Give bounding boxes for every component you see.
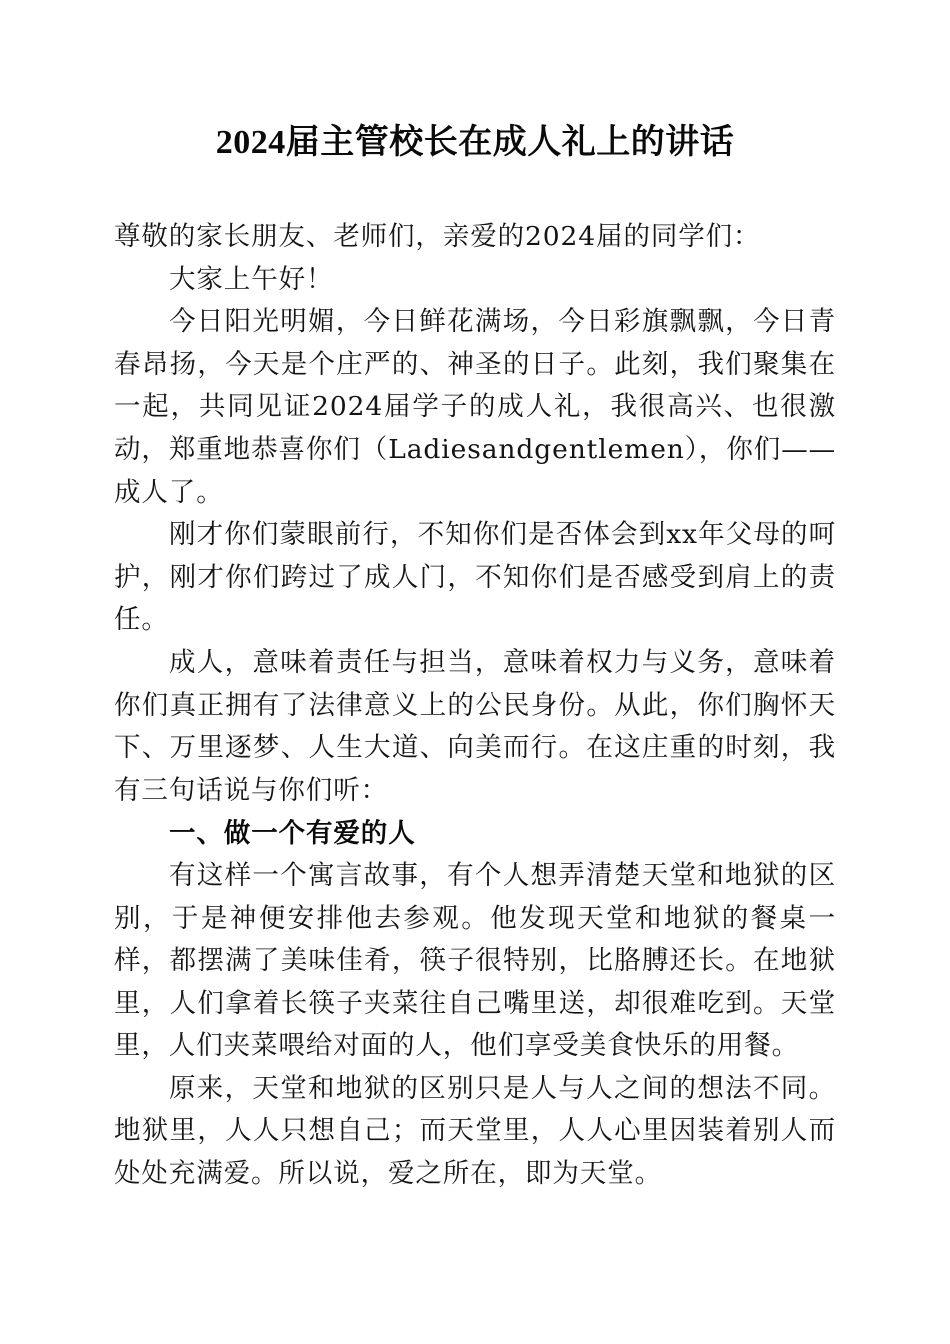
page-title: 2024届主管校长在成人礼上的讲话 [215, 124, 735, 161]
document-body [114, 118, 836, 1196]
opening-paragraph: 今日阳光明媚，今日鲜花满场，今日彩旗飘飘，今日青春昂扬，今天是个庄严的、神圣的日子。此刻，我们聚集在一起，共同见证2024届学子的成人礼，我很高兴、也很激动，郑重地恭喜你们（Ladiesandgentlemen），你们——成人了。 [114, 306, 836, 508]
reflection-paragraph: 刚才你们蒙眼前行，不知你们是否体会到xx年父母的呵护，刚才你们跨过了成人门，不知你们是否感受到肩上的责任。 [114, 519, 836, 636]
section-heading-one: 一、做一个有爱的人 [169, 818, 416, 849]
salutation-paragraph: 尊敬的家长朋友、老师们，亲爱的2024届的同学们： [114, 221, 761, 252]
greeting-paragraph: 大家上午好！ [169, 263, 334, 295]
adulthood-paragraph: 成人，意味着责任与担当，意味着权力与义务，意味着你们真正拥有了法律意义上的公民身份。从此，你们胸怀天下、万里逐梦、人生大道、向美而行。在这庄重的时刻，我有三句话说与你们听： [114, 646, 836, 806]
parable-paragraph: 有这样一个寓言故事，有个人想弄清楚天堂和地狱的区别，于是神便安排他去参观。他发现天堂和地狱的餐桌一样，都摆满了美味佳肴，筷子很特别，比胳膊还长。在地狱里，人们拿着长筷子夹菜往自己嘴里送，却很难吃到。天堂里，人们夹菜喂给对面的人，他们享受美食快乐的用餐。 [114, 859, 836, 1062]
moral-paragraph: 原来，天堂和地狱的区别只是人与人之间的想法不同。地狱里，人人只想自己；而天堂里，人人心里因装着别人而处处充满爱。所以说，爱之所在，即为天堂。 [114, 1072, 836, 1190]
